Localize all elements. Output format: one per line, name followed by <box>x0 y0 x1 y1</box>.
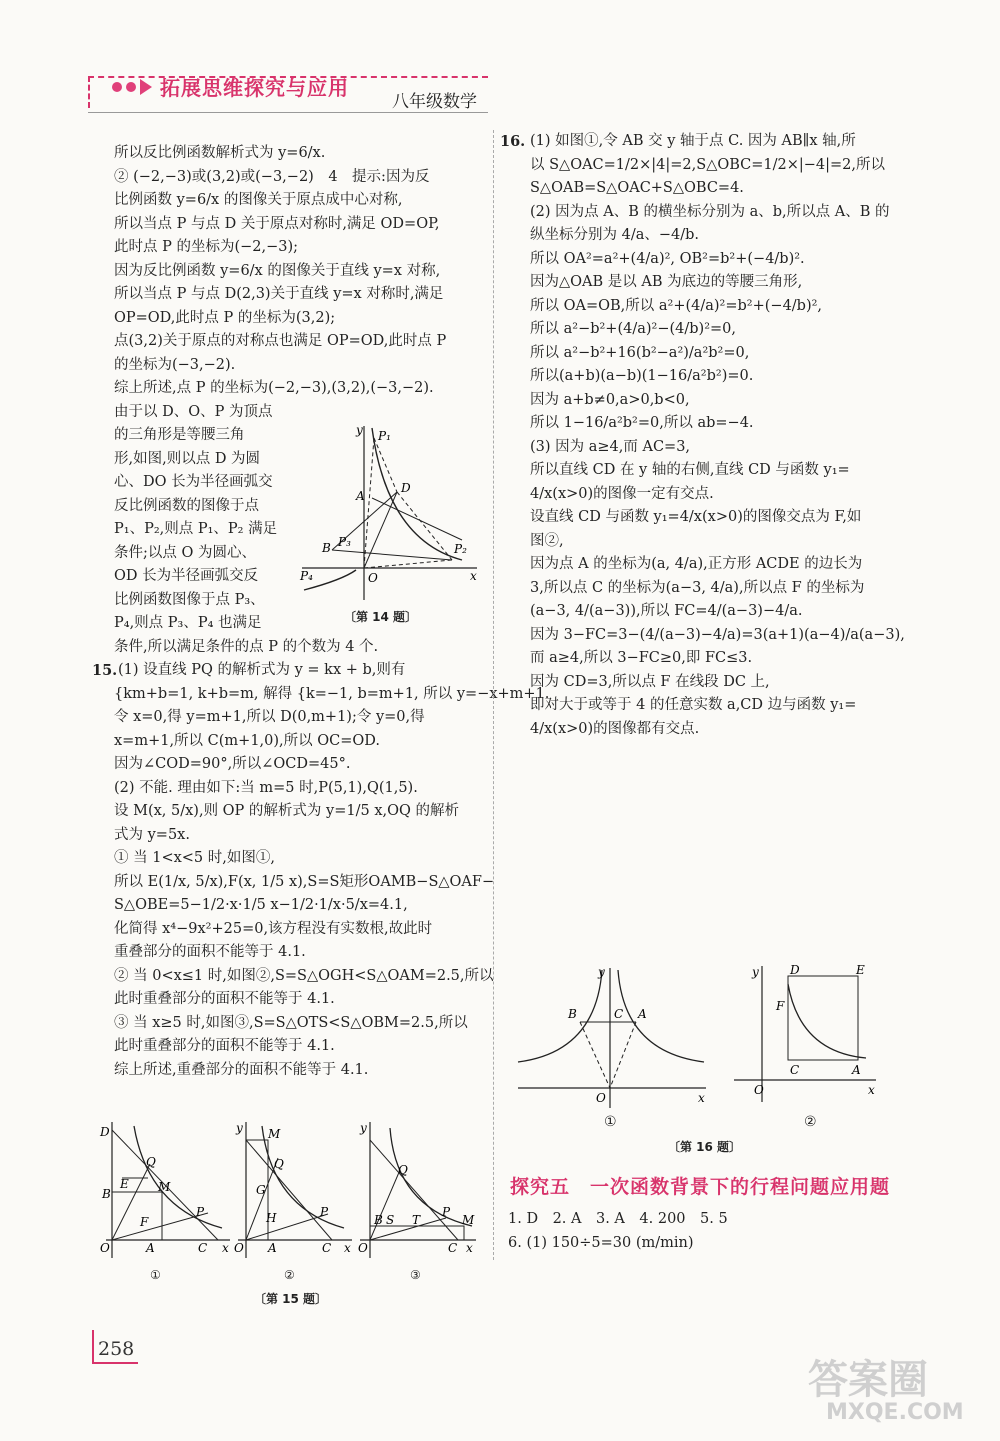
svg-text:E: E <box>856 963 865 977</box>
text-line: (1) 设直线 PQ 的解析式为 y = kx + b,则有 <box>118 662 406 678</box>
svg-text:D: D <box>401 481 411 495</box>
text-line: 所以 OA²=a²+(4/a)², OB²=b²+(−4/b)². <box>530 250 805 267</box>
text-line: 比例函数 y=6/x 的图像关于原点成中心对称, <box>114 192 403 208</box>
text-line: P₄,则点 P₃、P₄ 也满足 <box>114 615 262 631</box>
text-line: S△OAB=S△OAC+S△OBC=4. <box>530 180 744 196</box>
text-line: 4/x(x>0)的图像一定有交点. <box>530 485 714 502</box>
text-line: ② (−2,−3)或(3,2)或(−3,−2) 4 提示:因为反 <box>114 168 430 185</box>
figure-15-3 <box>356 1118 480 1270</box>
svg-text:B: B <box>568 1007 577 1021</box>
text-line: 即对大于或等于 4 的任意实数 a,CD 边与函数 y₁= <box>530 697 857 713</box>
header-dot-icon <box>126 82 136 92</box>
answers <box>508 1208 728 1255</box>
text-line: ② 当 0<x≤1 时,如图②,S=S△OGH<S△OAM=2.5,所以 <box>114 967 494 984</box>
section-title: 探究五 一次函数背景下的行程问题应用题 <box>510 1176 891 1198</box>
svg-text:y: y <box>752 965 759 979</box>
text-line: x=m+1,所以 C(m+1,0),所以 OC=OD. <box>114 732 380 749</box>
column-separator <box>493 130 494 1260</box>
svg-text:M: M <box>158 1180 171 1194</box>
text-line: 反比例函数的图像于点 <box>114 497 259 514</box>
svg-text:A: A <box>852 1063 861 1077</box>
svg-text:C: C <box>448 1241 458 1255</box>
svg-text:O: O <box>358 1241 368 1255</box>
text-line: 心、DO 长为半径画弧交 <box>114 474 273 490</box>
svg-text:O: O <box>596 1091 606 1105</box>
text-line: 化简得 x⁴−9x²+25=0,该方程没有实数根,故此时 <box>114 920 433 937</box>
sub-label-1: ① <box>150 1268 161 1282</box>
text-line: S△OBE=5−1/2·x·1/5 x−1/2·1/x·5/x=4.1, <box>114 897 408 913</box>
text-line: (2) 不能. 理由如下:当 m=5 时,P(5,1),Q(1,5). <box>114 779 418 796</box>
text-line: 由于以 D、O、P 为顶点 <box>114 403 273 420</box>
svg-text:P: P <box>196 1205 205 1219</box>
text-line: 所以反比例函数解析式为 y=6/x. <box>114 145 326 161</box>
svg-text:x: x <box>470 569 477 583</box>
text-line: 所以当点 P 与点 D 关于原点对称时,满足 OD=OP, <box>114 215 440 232</box>
text-line: P₁、P₂,则点 P₁、P₂ 满足 <box>114 521 278 537</box>
text-line: 3,所以点 C 的坐标为(a−3, 4/a),所以点 F 的坐标为 <box>530 579 865 596</box>
text-line: 比例函数图像于点 P₃、 <box>114 591 265 608</box>
svg-text:A: A <box>146 1241 155 1255</box>
text-line: 而 a≥4,所以 3−FC≥0,即 FC≤3. <box>530 650 753 666</box>
svg-text:y: y <box>360 1121 367 1135</box>
text-line: 因为 3−FC=3−(4/(a−3)−4/a)=3(a+1)(a−4)/a(a−3), <box>530 626 905 643</box>
figure-16-2 <box>730 962 880 1112</box>
text-line: 以 S△OAC=1/2×|4|=2,S△OBC=1/2×|−4|=2,所以 <box>530 156 886 173</box>
text-line: 所以 a²−b²+16(b²−a²)/a²b²=0, <box>530 344 750 361</box>
answer-line: 6. (1) 150÷5=30 (m/min) <box>508 1234 694 1251</box>
text-line: 设直线 CD 与函数 y₁=4/x(x>0)的图像交点为 F,如 <box>530 509 862 525</box>
answer-line: 1. D 2. A 3. A 4. 200 5. 5 <box>508 1211 728 1227</box>
sub-label-2: ② <box>804 1114 817 1130</box>
svg-text:P₂: P₂ <box>454 542 467 556</box>
text-line: 所以当点 P 与点 D(2,3)关于直线 y=x 对称时,满足 <box>114 286 444 302</box>
page-number-underline <box>92 1362 138 1364</box>
text-line: 此时重叠部分的面积不能等于 4.1. <box>114 1038 335 1054</box>
svg-text:M: M <box>268 1127 281 1141</box>
text-line: 此时点 P 的坐标为(−2,−3); <box>114 239 299 255</box>
figure-15-2 <box>232 1118 356 1270</box>
text-line: (1) 如图①,令 AB 交 y 轴于点 C. 因为 AB∥x 轴,所 <box>530 133 856 149</box>
svg-text:P₃: P₃ <box>338 535 351 549</box>
svg-text:B: B <box>322 541 331 555</box>
text-line: 因为∠COD=90°,所以∠OCD=45°. <box>114 756 351 772</box>
svg-text:D: D <box>790 963 800 977</box>
svg-text:Q: Q <box>274 1157 284 1171</box>
text-line: 因为△OAB 是以 AB 为底边的等腰三角形, <box>530 274 803 290</box>
text-line: 因为 CD=3,所以点 F 在线段 DC 上, <box>530 673 770 690</box>
text-line: 的三角形是等腰三角 <box>114 427 245 443</box>
text-line: 因为 a+b≠0,a>0,b<0, <box>530 391 690 408</box>
question-number: 15. <box>92 662 118 679</box>
svg-text:E: E <box>120 1177 129 1191</box>
text-line: 所以 E(1/x, 5/x),F(x, 1/5 x),S=S矩形OAMB−S△OAF− <box>114 873 495 890</box>
text-line: (2) 因为点 A、B 的横坐标分别为 a、b,所以点 A、B 的 <box>530 203 890 220</box>
svg-text:y: y <box>598 965 605 979</box>
header-underline <box>88 112 488 113</box>
figure-14 <box>292 420 484 608</box>
svg-text:C: C <box>322 1241 332 1255</box>
figure-16-caption: 〔第 16 题〕 <box>668 1140 742 1154</box>
sub-label-2: ② <box>284 1268 295 1282</box>
svg-text:O: O <box>234 1241 244 1255</box>
svg-text:M: M <box>462 1213 475 1227</box>
svg-text:F: F <box>776 999 785 1013</box>
page-number: 258 <box>98 1338 135 1360</box>
svg-text:A: A <box>638 1007 647 1021</box>
sub-label-3: ③ <box>410 1268 421 1282</box>
text-line: 图②, <box>530 532 564 549</box>
svg-text:P₁: P₁ <box>378 429 391 443</box>
svg-text:P: P <box>442 1205 451 1219</box>
figure-14-caption: 〔第 14 题〕 <box>344 610 418 624</box>
page-number-bar <box>92 1330 94 1362</box>
text-line: (3) 因为 a≥4,而 AC=3, <box>530 438 691 455</box>
text-line: 令 x=0,得 y=m+1,所以 D(0,m+1);令 y=0,得 <box>114 709 425 725</box>
svg-text:x: x <box>222 1241 229 1255</box>
figure-15-1 <box>98 1118 234 1270</box>
svg-text:A: A <box>356 489 365 503</box>
svg-text:x: x <box>698 1091 705 1105</box>
header-arrow-icon <box>140 79 152 95</box>
svg-text:T: T <box>412 1213 421 1227</box>
text-line: 综上所述,点 P 的坐标为(−2,−3),(3,2),(−3,−2). <box>114 380 434 396</box>
text-line: 条件;以点 O 为圆心、 <box>114 544 256 561</box>
header-border-left <box>88 76 90 108</box>
figure-16-1 <box>514 962 710 1112</box>
svg-text:Q: Q <box>146 1155 156 1169</box>
watermark: 答案圈 <box>808 1357 928 1403</box>
svg-text:D: D <box>100 1125 110 1139</box>
svg-text:x: x <box>868 1083 875 1097</box>
svg-text:B: B <box>102 1187 111 1201</box>
text-line: 因为点 A 的坐标为(a, 4/a),正方形 ACDE 的边长为 <box>530 556 863 572</box>
text-line: 因为反比例函数 y=6/x 的图像关于直线 y=x 对称, <box>114 262 441 279</box>
text-line: 形,如图,则以点 D 为圆 <box>114 450 261 467</box>
header-dot-icon <box>112 82 122 92</box>
text-line: OD 长为半径画弧交反 <box>114 568 259 584</box>
text-line: 4/x(x>0)的图像都有交点. <box>530 720 700 737</box>
text-line: 所以 OA=OB,所以 a²+(4/a)²=b²+(−4/b)², <box>530 297 823 314</box>
text-line: 点(3,2)关于原点的对称点也满足 OP=OD,此时点 P <box>114 333 447 349</box>
text-line: (a−3, 4/(a−3)),所以 FC=4/(a−3)−4/a. <box>530 603 803 619</box>
svg-text:O: O <box>100 1241 110 1255</box>
watermark-url: MXQE.COM <box>826 1400 964 1425</box>
text-line: 所以直线 CD 在 y 轴的右侧,直线 CD 与函数 y₁= <box>530 462 850 478</box>
book-title: 拓展思维探究与应用 <box>160 76 349 100</box>
text-line: 所以 a²−b²+(4/a)²−(4/b)²=0, <box>530 321 736 337</box>
text-line: 条件,所以满足条件的点 P 的个数为 4 个. <box>114 638 379 655</box>
svg-text:x: x <box>344 1241 351 1255</box>
text-line: 纵坐标分别为 4/a、−4/b. <box>530 227 700 243</box>
svg-text:B: B <box>374 1213 383 1227</box>
svg-text:Q: Q <box>398 1163 408 1177</box>
text-line: OP=OD,此时点 P 的坐标为(3,2); <box>114 309 336 326</box>
svg-text:A: A <box>268 1241 277 1255</box>
text-line: 所以(a+b)(a−b)(1−16/a²b²)=0. <box>530 368 754 384</box>
right-column <box>500 130 905 741</box>
grade-label: 八年级数学 <box>392 92 477 112</box>
text-line: 所以 1−16/a²b²=0,所以 ab=−4. <box>530 415 754 431</box>
text-line: 综上所述,重叠部分的面积不能等于 4.1. <box>114 1061 369 1078</box>
figure-15-caption: 〔第 15 题〕 <box>254 1292 328 1306</box>
svg-text:P₄: P₄ <box>300 569 313 583</box>
text-line: 式为 y=5x. <box>114 826 190 843</box>
sub-label-1: ① <box>604 1114 617 1130</box>
svg-text:O: O <box>368 571 378 585</box>
svg-text:G: G <box>256 1183 266 1197</box>
text-line: {km+b=1, k+b=m, 解得 {k=−1, b=m+1, 所以 y=−x+m+1. <box>114 685 550 702</box>
svg-text:C: C <box>198 1241 208 1255</box>
svg-text:C: C <box>614 1007 624 1021</box>
svg-text:x: x <box>466 1241 473 1255</box>
svg-text:F: F <box>140 1215 149 1229</box>
svg-text:C: C <box>790 1063 800 1077</box>
text-line: 重叠部分的面积不能等于 4.1. <box>114 944 306 960</box>
svg-text:P: P <box>320 1205 329 1219</box>
svg-text:S: S <box>386 1213 395 1227</box>
svg-text:H: H <box>266 1211 277 1225</box>
text-line: 设 M(x, 5/x),则 OP 的解析式为 y=1/5 x,OQ 的解析 <box>114 803 459 819</box>
svg-text:y: y <box>356 423 363 437</box>
text-line: 的坐标为(−3,−2). <box>114 356 236 373</box>
text-line: 此时重叠部分的面积不能等于 4.1. <box>114 991 335 1007</box>
question-number: 16. <box>500 133 526 150</box>
text-line: ③ 当 x≥5 时,如图③,S=S△OTS<S△OBM=2.5,所以 <box>114 1014 468 1031</box>
left-column <box>92 142 550 1082</box>
svg-text:O: O <box>754 1083 764 1097</box>
svg-text:y: y <box>236 1121 243 1135</box>
text-line: ① 当 1<x<5 时,如图①, <box>114 850 275 866</box>
